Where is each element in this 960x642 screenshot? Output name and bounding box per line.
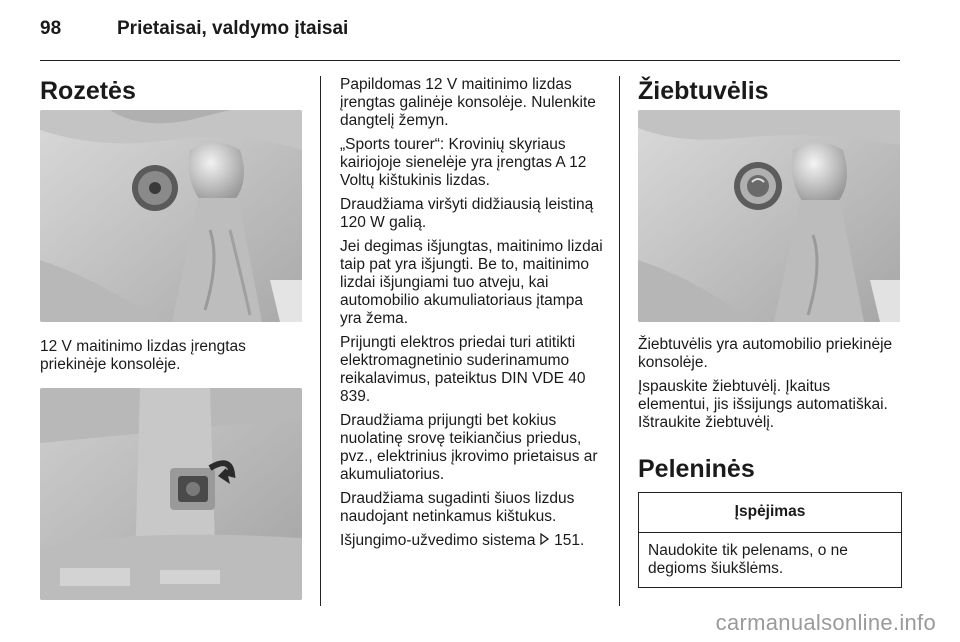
section-heading-sockets: Rozetės	[40, 77, 136, 105]
caption-front-socket: 12 V maitinimo lizdas įrengtas priekinėje konsolėje.	[40, 338, 246, 373]
section-heading-lighter: Žiebtuvėlis	[638, 77, 769, 105]
header-rule	[40, 60, 900, 61]
page-number: 98	[40, 18, 62, 39]
page-title: Prietaisai, valdymo įtaisai	[117, 18, 349, 39]
page-header	[40, 18, 348, 40]
column-sockets-text	[340, 76, 608, 556]
photo-rear-socket	[40, 388, 302, 600]
paragraph: Jei degimas išjungtas, maitinimo lizdai taip pat yra išjungti. Be to, maitinimo lizdai išjungiami tuo atveju, kai automobilio akumuliatoriaus įtampa yra žema.	[340, 238, 603, 327]
warning-body: Naudokite tik pelenams, o ne degioms šiukšlėms.	[648, 542, 848, 577]
paragraph: „Sports tourer“: Krovinių skyriaus kairiojoje sienelėje yra įrengtas A 12 Voltų kištukinis lizdas.	[340, 136, 587, 189]
photo-front-socket	[40, 110, 302, 322]
photo-cigarette-lighter	[638, 110, 900, 322]
watermark: carmanualsonline.info	[715, 610, 936, 635]
warning-title: Įspėjimas	[639, 493, 901, 533]
column-divider	[619, 76, 620, 606]
paragraph: Prijungti elektros priedai turi atitikti elektromagnetinio suderinamumo reikalavimus, pateiktus DIN VDE 40 839.	[340, 334, 586, 405]
cross-reference[interactable]	[340, 532, 608, 550]
paragraph: Žiebtuvėlis yra automobilio priekinėje konsolėje.	[638, 336, 893, 371]
column-lighter	[638, 76, 900, 588]
warning-box	[638, 492, 902, 588]
reference-text: Išjungimo-užvedimo sistema	[340, 532, 536, 549]
column-divider	[320, 76, 321, 606]
paragraph: Įspauskite žiebtuvėlį. Įkaitus elementui, jis išsijungs automatiškai. Ištraukite žiebtuvėlį.	[638, 378, 888, 431]
paragraph: Papildomas 12 V maitinimo lizdas įrengtas galinėje konsolėje. Nulenkite dangtelį žemyn.	[340, 76, 596, 129]
paragraph: Draudžiama viršyti didžiausią leistiną 120 W galią.	[340, 196, 594, 231]
reference-page: 151.	[554, 532, 585, 549]
section-heading-ashtrays: Peleninės	[638, 455, 755, 483]
column-sockets	[40, 76, 302, 600]
page-reference-icon	[540, 532, 550, 550]
paragraph: Draudžiama sugadinti šiuos lizdus naudojant netinkamus kištukus.	[340, 490, 575, 525]
paragraph: Draudžiama prijungti bet kokius nuolatinę srovę teikiančius priedus, pvz., elektrinius įkrovimo prietaisus ar akumuliatorius.	[340, 412, 598, 483]
